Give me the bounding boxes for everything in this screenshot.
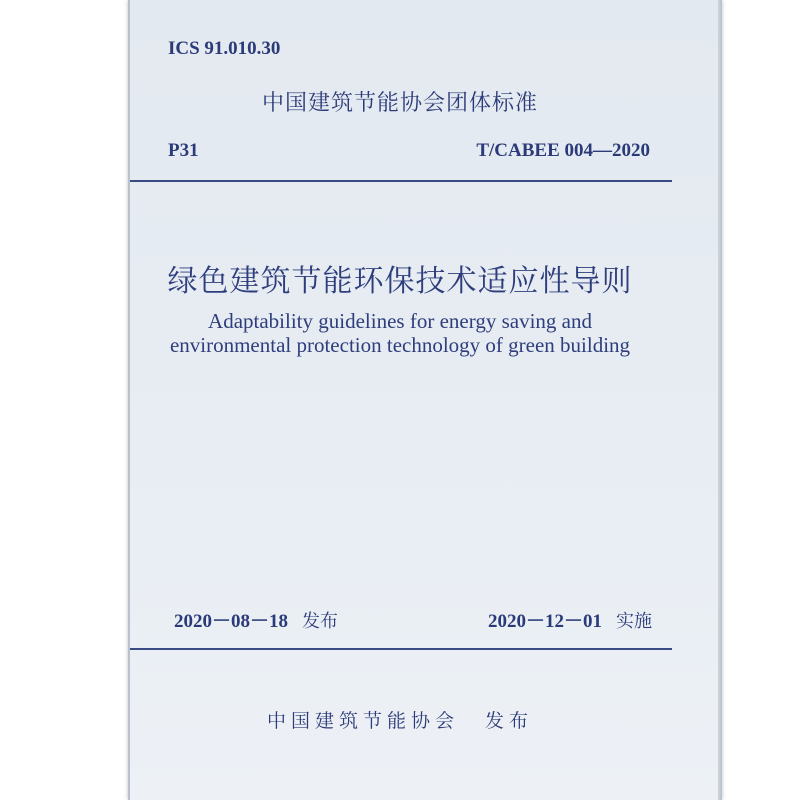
organization-standard-heading: 中国建筑节能协会团体标准 bbox=[261, 91, 538, 116]
title-english-line1: Adaptability guidelines for energy saving and bbox=[208, 309, 592, 333]
top-divider bbox=[130, 180, 672, 182]
issuer-block bbox=[0, 706, 800, 733]
publish-label: 发布 bbox=[302, 611, 339, 632]
publish-date: 2020－08－18 bbox=[174, 611, 289, 632]
bottom-divider bbox=[130, 648, 672, 650]
issuer-label: 发布 bbox=[485, 710, 534, 732]
title-english-line2: environmental protection technology of green building bbox=[169, 333, 631, 357]
title-chinese: 绿色建筑节能环保技术适应性导则 bbox=[167, 264, 633, 299]
implement-label: 实施 bbox=[616, 611, 653, 632]
classification-code: P31 bbox=[168, 140, 199, 161]
issuer-organization: 中国建筑节能协会 bbox=[266, 710, 459, 732]
standard-code: T/CABEE 004—2020 bbox=[476, 140, 650, 161]
page-right-edge bbox=[718, 0, 722, 800]
cover-page bbox=[128, 0, 722, 800]
publish-date-block bbox=[174, 606, 338, 633]
implement-date: 2020－12－01 bbox=[488, 611, 603, 632]
ics-number: ICS 91.010.30 bbox=[168, 38, 281, 59]
page-left-edge bbox=[128, 0, 130, 800]
implement-date-block bbox=[488, 606, 652, 633]
